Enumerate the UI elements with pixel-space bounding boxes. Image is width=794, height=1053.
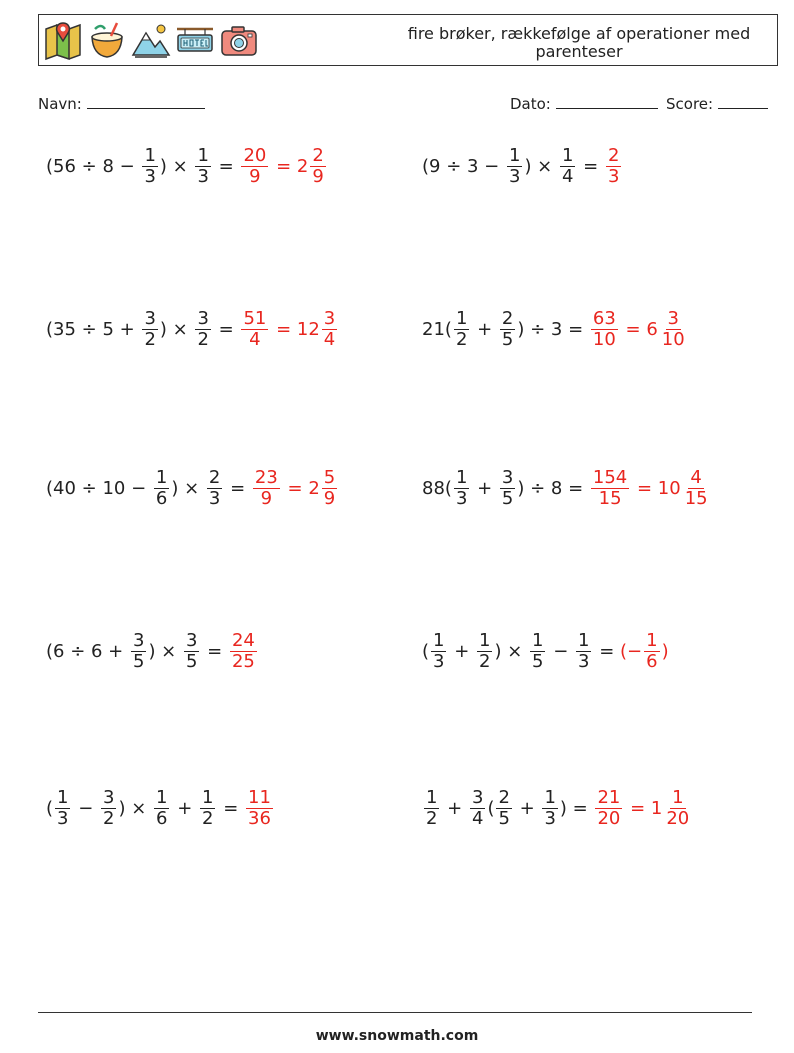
numerator: 1 xyxy=(455,308,468,329)
numerator: 1 xyxy=(426,787,438,808)
numerator: 1 xyxy=(562,145,574,166)
answer-text: = 12 xyxy=(270,319,320,340)
fraction xyxy=(496,788,511,829)
expression-text: = xyxy=(224,478,251,499)
fraction xyxy=(230,631,257,672)
expression-text: − xyxy=(547,641,575,662)
numerator: 2 xyxy=(312,145,324,166)
numerator: 3 xyxy=(323,308,336,329)
numerator: 1 xyxy=(532,630,544,651)
hotel-sign-icon xyxy=(175,19,215,61)
answer xyxy=(251,468,339,509)
fraction xyxy=(576,631,591,672)
numerator: 3 xyxy=(186,630,198,651)
expression-text: (35 ÷ 5 + xyxy=(46,319,141,340)
denominator: 3 xyxy=(607,166,620,187)
fraction xyxy=(253,468,280,509)
numerator: 20 xyxy=(243,145,267,166)
expression-text: = xyxy=(201,641,228,662)
answer xyxy=(620,631,669,672)
expression-text: = xyxy=(577,156,604,177)
denominator: 3 xyxy=(544,808,556,829)
numerator: 3 xyxy=(501,467,514,488)
fraction xyxy=(200,788,215,829)
answer xyxy=(589,309,689,350)
fraction xyxy=(542,788,557,829)
answer xyxy=(239,309,339,350)
fraction xyxy=(500,468,515,509)
denominator: 3 xyxy=(197,166,209,187)
answer xyxy=(593,788,693,829)
fraction xyxy=(595,788,622,829)
expression-text: = xyxy=(212,319,240,340)
fraction xyxy=(195,309,210,350)
expression-text: ) × xyxy=(148,641,182,662)
expression-text: = xyxy=(217,798,244,819)
denominator: 3 xyxy=(208,488,221,509)
expression-text: ( xyxy=(46,798,54,819)
expression-text: = xyxy=(212,156,240,177)
numerator: 1 xyxy=(144,145,156,166)
numerator: 23 xyxy=(254,467,278,488)
footer-url: www.snowmath.com xyxy=(315,1028,479,1044)
date-line[interactable] xyxy=(556,94,658,109)
coconut-drink-icon xyxy=(87,19,127,61)
denominator: 9 xyxy=(249,166,261,187)
numerator: 1 xyxy=(197,145,209,166)
expression-text: ) ÷ 8 = xyxy=(517,478,589,499)
mountain-icon xyxy=(131,19,171,61)
fraction xyxy=(195,146,210,187)
camera-icon xyxy=(219,19,259,61)
fraction xyxy=(530,631,545,672)
denominator: 9 xyxy=(260,488,273,509)
numerator: 2 xyxy=(501,308,514,329)
fraction xyxy=(241,309,268,350)
fraction xyxy=(683,468,710,509)
name-line[interactable] xyxy=(87,94,205,109)
fraction xyxy=(154,788,169,829)
problem-9 xyxy=(46,788,275,829)
fraction xyxy=(142,309,157,350)
numerator: 1 xyxy=(433,630,445,651)
expression-text: + xyxy=(471,478,498,499)
header-box xyxy=(38,14,778,66)
fraction xyxy=(310,146,325,187)
numerator: 1 xyxy=(156,787,168,808)
problem-1 xyxy=(46,146,328,187)
denominator: 3 xyxy=(57,808,69,829)
problem-2 xyxy=(422,146,623,187)
numerator: 51 xyxy=(243,308,267,329)
denominator: 15 xyxy=(684,488,708,509)
numerator: 1 xyxy=(57,787,69,808)
numerator: 154 xyxy=(592,467,628,488)
numerator: 3 xyxy=(132,630,145,651)
expression-text: ) ÷ 3 = xyxy=(517,319,589,340)
fraction xyxy=(591,309,618,350)
denominator: 2 xyxy=(197,329,209,350)
expression-text: ) × xyxy=(494,641,529,662)
fraction xyxy=(246,788,273,829)
answer-text: = 1 xyxy=(624,798,663,819)
denominator: 3 xyxy=(578,651,590,672)
answer-text: = 6 xyxy=(619,319,658,340)
fraction xyxy=(142,146,157,187)
fraction xyxy=(500,309,515,350)
score-field[interactable] xyxy=(666,94,768,113)
denominator: 5 xyxy=(132,651,145,672)
expression-text: + xyxy=(448,641,476,662)
header-icons xyxy=(43,19,259,63)
answer xyxy=(604,146,623,187)
denominator: 4 xyxy=(562,166,574,187)
answer xyxy=(239,146,327,187)
problem-4 xyxy=(422,309,689,350)
fraction xyxy=(101,788,116,829)
date-label: Dato: xyxy=(510,95,551,113)
denominator: 5 xyxy=(186,651,198,672)
fraction xyxy=(55,788,70,829)
fraction xyxy=(322,468,337,509)
expression-text: + xyxy=(441,798,468,819)
fraction xyxy=(507,146,522,187)
denominator: 2 xyxy=(202,808,214,829)
denominator: 10 xyxy=(661,329,685,350)
problem-7 xyxy=(46,631,259,672)
answer-text: = 10 xyxy=(631,478,681,499)
numerator: 24 xyxy=(231,630,255,651)
numerator: 1 xyxy=(508,145,521,166)
denominator: 4 xyxy=(249,329,261,350)
numerator: 2 xyxy=(498,787,510,808)
denominator: 6 xyxy=(155,488,168,509)
fraction xyxy=(184,631,199,672)
expression-text: ) × xyxy=(171,478,205,499)
denominator: 10 xyxy=(592,329,616,350)
score-line[interactable] xyxy=(718,94,768,109)
fraction xyxy=(454,468,469,509)
expression-text: 88( xyxy=(422,478,452,499)
denominator: 3 xyxy=(455,488,468,509)
denominator: 2 xyxy=(144,329,156,350)
problem-3 xyxy=(46,309,339,350)
expression-text: ( xyxy=(422,641,430,662)
problem-10 xyxy=(422,788,693,829)
footer-divider xyxy=(38,1012,752,1013)
fraction xyxy=(660,309,687,350)
map-icon xyxy=(43,19,83,61)
fraction xyxy=(207,468,222,509)
numerator: 2 xyxy=(607,145,620,166)
name-label: Navn: xyxy=(38,95,82,113)
fraction xyxy=(591,468,629,509)
denominator: 3 xyxy=(433,651,445,672)
expression-text: ) = xyxy=(559,798,594,819)
denominator: 9 xyxy=(323,488,336,509)
numerator: 1 xyxy=(455,467,468,488)
denominator: 36 xyxy=(248,808,271,829)
worksheet-title: fire brøker, rækkefølge af operationer med parenteser xyxy=(407,24,751,61)
numerator: 11 xyxy=(248,787,271,808)
answer-text: ) xyxy=(661,641,669,662)
problem-5 xyxy=(46,468,339,509)
numerator: 3 xyxy=(103,787,115,808)
fraction xyxy=(431,631,446,672)
expression-text: ) × xyxy=(159,319,194,340)
answer xyxy=(589,468,712,509)
fraction xyxy=(424,788,439,829)
numerator: 3 xyxy=(471,787,484,808)
fraction xyxy=(664,788,691,829)
denominator: 5 xyxy=(532,651,544,672)
denominator: 3 xyxy=(144,166,156,187)
numerator: 1 xyxy=(672,787,684,808)
denominator: 5 xyxy=(498,808,510,829)
numerator: 3 xyxy=(144,308,156,329)
score-label: Score: xyxy=(666,95,714,113)
denominator: 5 xyxy=(501,488,514,509)
denominator: 5 xyxy=(501,329,514,350)
answer xyxy=(228,631,259,672)
expression-text: ) × xyxy=(118,798,153,819)
denominator: 15 xyxy=(598,488,622,509)
denominator: 2 xyxy=(455,329,468,350)
denominator: 25 xyxy=(231,651,255,672)
fraction xyxy=(131,631,146,672)
fraction xyxy=(606,146,621,187)
numerator: 1 xyxy=(202,787,214,808)
denominator: 4 xyxy=(471,808,484,829)
fraction xyxy=(454,309,469,350)
fraction xyxy=(470,788,485,829)
numerator: 1 xyxy=(578,630,590,651)
expression-text: ) × xyxy=(524,156,558,177)
numerator: 63 xyxy=(592,308,616,329)
expression-text: 21( xyxy=(422,319,452,340)
problem-6 xyxy=(422,468,712,509)
expression-text: + xyxy=(513,798,541,819)
numerator: 3 xyxy=(667,308,679,329)
fraction xyxy=(560,146,575,187)
denominator: 3 xyxy=(508,166,521,187)
expression-text: (6 ÷ 6 + xyxy=(46,641,129,662)
denominator: 2 xyxy=(103,808,115,829)
denominator: 6 xyxy=(646,651,658,672)
denominator: 20 xyxy=(597,808,621,829)
answer xyxy=(244,788,275,829)
expression-text: − xyxy=(72,798,100,819)
fraction xyxy=(241,146,268,187)
denominator: 2 xyxy=(426,808,438,829)
problem-8 xyxy=(422,631,669,672)
denominator: 9 xyxy=(312,166,324,187)
numerator: 1 xyxy=(646,630,658,651)
answer-text: (− xyxy=(620,641,643,662)
numerator: 1 xyxy=(479,630,491,651)
fraction xyxy=(644,631,659,672)
denominator: 2 xyxy=(479,651,491,672)
expression-text: ) × xyxy=(159,156,194,177)
expression-text: = xyxy=(593,641,620,662)
numerator: 1 xyxy=(155,467,168,488)
answer-text: = 2 xyxy=(281,478,320,499)
fraction xyxy=(154,468,169,509)
numerator: 21 xyxy=(597,787,621,808)
numerator: 5 xyxy=(323,467,336,488)
numerator: 2 xyxy=(208,467,221,488)
answer-text: = 2 xyxy=(270,156,309,177)
fraction xyxy=(477,631,492,672)
name-field[interactable] xyxy=(38,94,205,113)
expression-text: ( xyxy=(487,798,495,819)
numerator: 3 xyxy=(197,308,209,329)
numerator: 1 xyxy=(544,787,556,808)
expression-text: (9 ÷ 3 − xyxy=(422,156,505,177)
expression-text: + xyxy=(471,319,498,340)
fraction xyxy=(322,309,337,350)
expression-text: (56 ÷ 8 − xyxy=(46,156,141,177)
denominator: 20 xyxy=(666,808,690,829)
denominator: 6 xyxy=(156,808,168,829)
expression-text: (40 ÷ 10 − xyxy=(46,478,152,499)
expression-text: + xyxy=(171,798,199,819)
denominator: 4 xyxy=(323,329,336,350)
date-field[interactable] xyxy=(510,94,658,113)
numerator: 4 xyxy=(690,467,702,488)
